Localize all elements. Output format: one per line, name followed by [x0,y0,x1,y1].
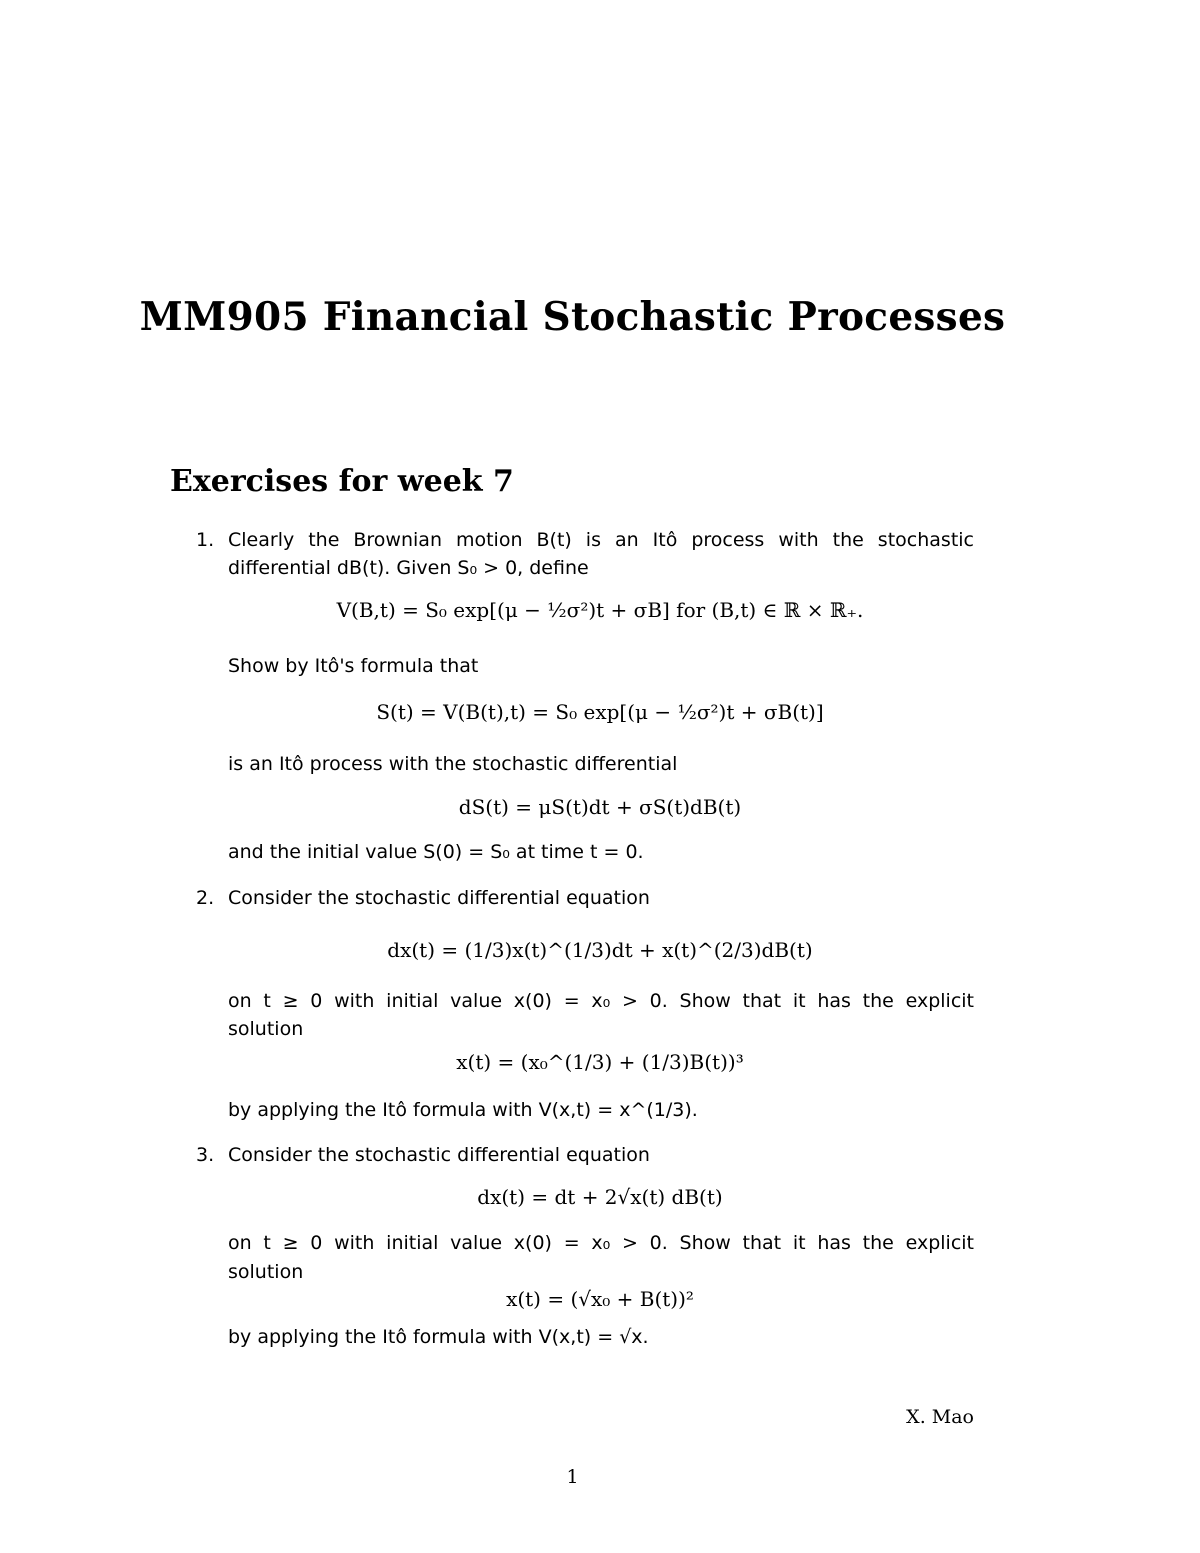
exercise-2-equation-2: x(t) = (x₀^(1/3) + (1/3)B(t))³ [456,1050,744,1074]
exercise-1-equation-1: V(B,t) = S₀ exp[(μ − ½σ²)t + σB] for (B,t) ∈ ℝ × ℝ₊. [336,598,864,622]
author-signature: X. Mao [906,1406,974,1428]
exercise-3-line-1: Consider the stochastic differential equation [228,1144,650,1166]
exercise-1-equation-3: dS(t) = μS(t)dt + σS(t)dB(t) [458,795,742,819]
exercise-3-equation-1: dx(t) = dt + 2√x(t) dB(t) [477,1185,723,1209]
exercise-1-number: 1. [196,529,215,551]
exercise-1-line-4: is an Itô process with the stochastic differential [228,753,678,775]
document-title: MM905 Financial Stochastic Processes [139,294,1006,340]
exercise-2-line-1: Consider the stochastic differential equation [228,887,650,909]
exercise-2-equation-1: dx(t) = (1/3)x(t)^(1/3)dt + x(t)^(2/3)dB(t) [387,938,813,962]
exercise-1-line-1: Clearly the Brownian motion B(t) is an Itô process with the stochastic [228,529,974,551]
exercise-3-line-3: solution [228,1261,304,1283]
page-number: 1 [566,1466,579,1488]
exercise-1-equation-2: S(t) = V(B(t),t) = S₀ exp[(μ − ½σ²)t + σB(t)] [376,700,824,724]
exercise-2-line-3: solution [228,1018,304,1040]
exercise-2-number: 2. [196,887,215,909]
exercise-1-line-5: and the initial value S(0) = S₀ at time t = 0. [228,841,644,863]
exercise-3-line-2: on t ≥ 0 with initial value x(0) = x₀ > 0. Show that it has the explicit [228,1232,974,1254]
exercise-1-line-3: Show by Itô's formula that [228,655,479,677]
exercise-2-line-4: by applying the Itô formula with V(x,t) = x^(1/3). [228,1099,698,1121]
exercise-1-line-2: differential dB(t). Given S₀ > 0, define [228,557,589,579]
exercise-3-line-4: by applying the Itô formula with V(x,t) = √x. [228,1326,649,1348]
exercise-3-equation-2: x(t) = (√x₀ + B(t))² [506,1287,694,1311]
section-heading: Exercises for week 7 [170,464,514,499]
exercise-2-line-2: on t ≥ 0 with initial value x(0) = x₀ > 0. Show that it has the explicit [228,990,974,1012]
exercise-3-number: 3. [196,1144,215,1166]
